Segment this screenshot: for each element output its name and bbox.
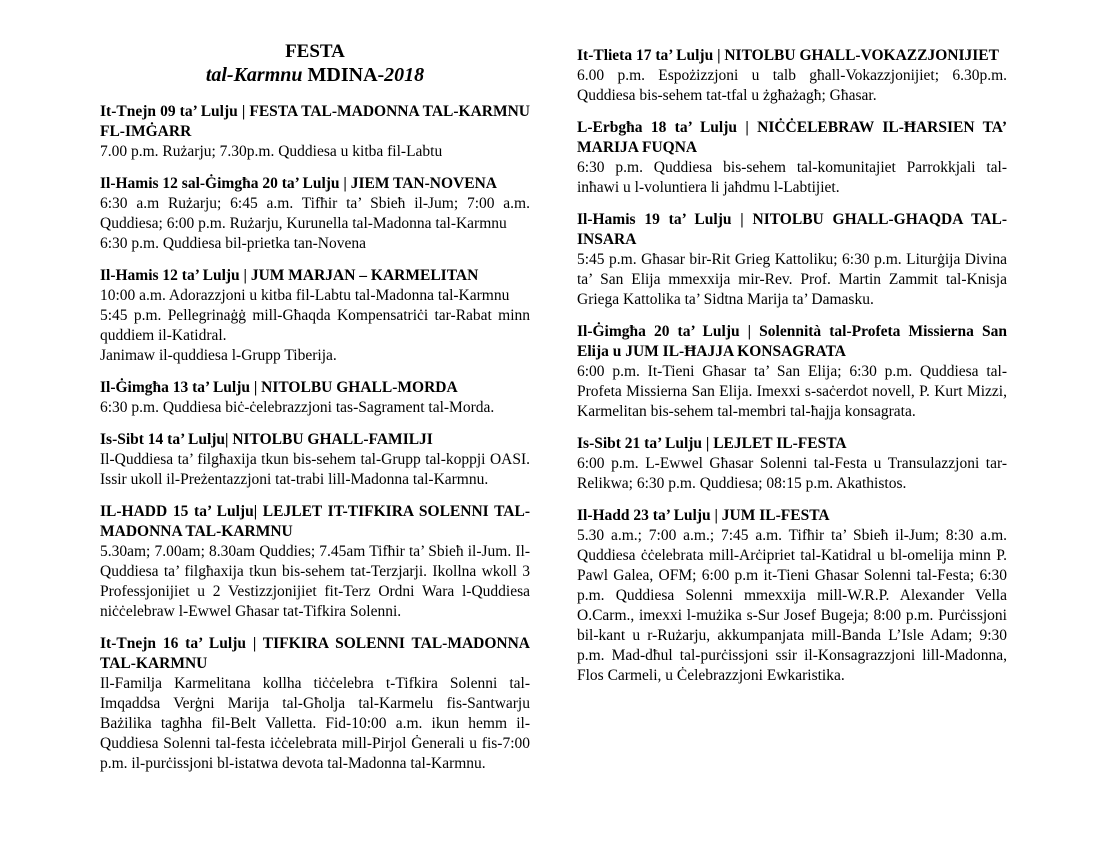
entry-body-paragraph: 6:30 a.m Rużarju; 6:45 a.m. Tifħir ta’ Sbieħ il-Jum; 7:00 a.m. Quddiesa; 6:00 p.m. Rużarju, Kurunella tal-Madonna tal-Karmnu <box>100 195 530 232</box>
left-column <box>100 40 530 850</box>
title-line-1: FESTA <box>285 41 345 62</box>
schedule-entry <box>577 46 1007 106</box>
entry-heading: Il-Hamis 19 ta’ Lulju | NITOLBU GHALL-GHAQDA TAL-INSARA <box>577 211 1007 248</box>
schedule-entry <box>577 506 1007 686</box>
schedule-entry <box>100 378 530 418</box>
title-part-plain: MDINA- <box>307 64 385 86</box>
entry-heading: Is-Sibt 21 ta’ Lulju | LEJLET IL-FESTA <box>577 435 847 452</box>
entry-body-paragraph: 6.00 p.m. Espożizzjoni u talb għall-Vokazzjonijiet; 6.30p.m. Quddiesa bis-sehem tat-tfal u żgħażagħ; Għasar. <box>577 67 1007 104</box>
entry-body-paragraph: Il-Familja Karmelitana kollha tiċċelebra t-Tifkira Solenni tal-Imqaddsa Verġni Marija tal-Għolja tal-Karmelu fis-Santwarju Bażilika tagħha fil-Belt Valletta. Fid-10:00 a.m. ikun hemm il-Quddiesa Solenni tal-festa iċċelebrata mill-Pirjol Ġenerali u fis-7:00 p.m. il-purċissjoni bl-istatwa devota tal-Madonna tal-Karmnu. <box>100 675 530 772</box>
schedule-entry <box>100 174 530 254</box>
schedule-entry <box>100 502 530 622</box>
entry-heading: L-Erbgħa 18 ta’ Lulju | NIĊĊELEBRAW IL-ĦARSIEN TA’ MARIJA FUQNA <box>577 119 1007 156</box>
schedule-entry <box>577 210 1007 310</box>
entry-heading: Il-Hamis 12 ta’ Lulju | JUM MARJAN – KARMELITAN <box>100 267 479 284</box>
schedule-entry <box>577 322 1007 422</box>
schedule-entry <box>100 430 530 490</box>
entry-body-paragraph: 10:00 a.m. Adorazzjoni u kitba fil-Labtu tal-Madonna tal-Karmnu <box>100 287 510 304</box>
entry-body-paragraph: 6:00 p.m. It-Tieni Għasar ta’ San Elija; 6:30 p.m. Quddiesa tal-Profeta Missierna San Elija. Imexxi s-saċerdot novell, P. Kurt Mizzi, Karmelitan bis-sehem tal-membri tal-ħajja konsagrata. <box>577 363 1007 420</box>
entry-body-paragraph: 5.30 a.m.; 7:00 a.m.; 7:45 a.m. Tifħir ta’ Sbieħ il-Jum; 8:30 a.m. Quddiesa ċċelebrata mill-Arċipriet tal-Katidral u bl-omelija minn P. Pawl Galea, OFM; 6:00 p.m it-Tieni Għasar Solenni tal-Festa; 6:30 p.m. Quddiesa Solenni mmexxija mill-W.R.P. Alexander Vella O.Carm., imexxi l-mużika s-Sur Josef Bugeja; 8:00 p.m. Purċissjoni bil-kant u r-Rużarju, akkumpanjata mill-Banda L’Isle Adam; 9:30 p.m. Mad-dħul tal-purċissjoni ssir il-Konsagrazzjoni lill-Madonna, Flos Carmeli, u Ċelebrazzjoni Ewkaristika. <box>577 527 1007 684</box>
entry-body-paragraph: Il-Quddiesa ta’ filgħaxija tkun bis-sehem tal-Grupp tal-koppji OASI. Issir ukoll il-Preżentazzjoni tat-trabi lill-Madonna tal-Karmnu. <box>100 451 530 488</box>
entry-heading: It-Tnejn 09 ta’ Lulju | FESTA TAL-MADONNA TAL-KARMNU FL-IMĠARR <box>100 103 530 140</box>
title-part-italic-2: 2018 <box>384 64 425 86</box>
document-title <box>100 40 530 88</box>
entry-body-paragraph: 7.00 p.m. Rużarju; 7.30p.m. Quddiesa u kitba fil-Labtu <box>100 143 443 160</box>
entry-body-paragraph: Janimaw il-quddiesa l-Grupp Tiberija. <box>100 347 337 364</box>
schedule-entry <box>100 102 530 162</box>
entry-heading: It-Tnejn 16 ta’ Lulju | TIFKIRA SOLENNI TAL-MADONNA TAL-KARMNU <box>100 635 530 672</box>
entry-body-paragraph: 6:30 p.m. Quddiesa bis-sehem tal-komunitajiet Parrokkjali tal-inħawi u l-voluntiera li jaħdmu l-Labtijiet. <box>577 159 1007 196</box>
schedule-entry <box>577 118 1007 198</box>
entry-heading: Il-Hadd 23 ta’ Lulju | JUM IL-FESTA <box>577 507 830 524</box>
right-column <box>577 46 1007 850</box>
entry-heading: It-Tlieta 17 ta’ Lulju | NITOLBU GHALL-VOKAZZJONIJIET <box>577 47 999 64</box>
entry-heading: Il-Ġimgħa 13 ta’ Lulju | NITOLBU GHALL-MORDA <box>100 379 458 396</box>
entry-heading: Il-Ġimgħa 20 ta’ Lulju | Solennità tal-Profeta Missierna San Elija u JUM IL-ĦAJJA KONSAGRATA <box>577 323 1007 360</box>
title-part-italic-1: tal-Karmnu <box>205 64 308 86</box>
entry-body-paragraph: 6:00 p.m. L-Ewwel Għasar Solenni tal-Festa u Transulazzjoni tar-Relikwa; 6:30 p.m. Quddiesa; 08:15 p.m. Akathistos. <box>577 455 1007 492</box>
schedule-entry <box>100 266 530 366</box>
schedule-entry <box>100 634 530 774</box>
entry-body-paragraph: 5.30am; 7.00am; 8.30am Quddies; 7.45am Tifħir ta’ Sbieħ il-Jum. Il-Quddiesa ta’ filgħaxija tkun bis-sehem tat-Terzjarji. Ikollna wkoll 3 Professjonijiet u 2 Vestizzjonijiet fit-Terz Ordni Wara l-Quddiesa niċċelebraw l-Ewwel Għasar tat-Tifkira Solenni. <box>100 543 530 620</box>
title-line-2 <box>100 63 530 88</box>
entry-body-paragraph: 6:30 p.m. Quddiesa biċ-ċelebrazzjoni tas-Sagrament tal-Morda. <box>100 399 495 416</box>
entry-body-paragraph: 6:30 p.m. Quddiesa bil-prietka tan-Novena <box>100 235 367 252</box>
entry-heading: Is-Sibt 14 ta’ Lulju| NITOLBU GHALL-FAMILJI <box>100 431 433 448</box>
schedule-entry <box>577 434 1007 494</box>
entry-heading: Il-Hamis 12 sal-Ġimgħa 20 ta’ Lulju | JIEM TAN-NOVENA <box>100 175 497 192</box>
entry-body-paragraph: 5:45 p.m. Pellegrinaġġ mill-Għaqda Kompensatriċi tar-Rabat minn quddiem il-Katidral. <box>100 307 530 344</box>
entry-heading: IL-HADD 15 ta’ Lulju| LEJLET IT-TIFKIRA SOLENNI TAL-MADONNA TAL-KARMNU <box>100 503 530 540</box>
entry-body-paragraph: 5:45 p.m. Għasar bir-Rit Grieg Kattoliku; 6:30 p.m. Liturġija Divina ta’ San Elija mmexxija mir-Rev. Prof. Martin Zammit tal-Knisja Griega Kattolika ta’ Sidtna Marija ta’ Damasku. <box>577 251 1007 308</box>
